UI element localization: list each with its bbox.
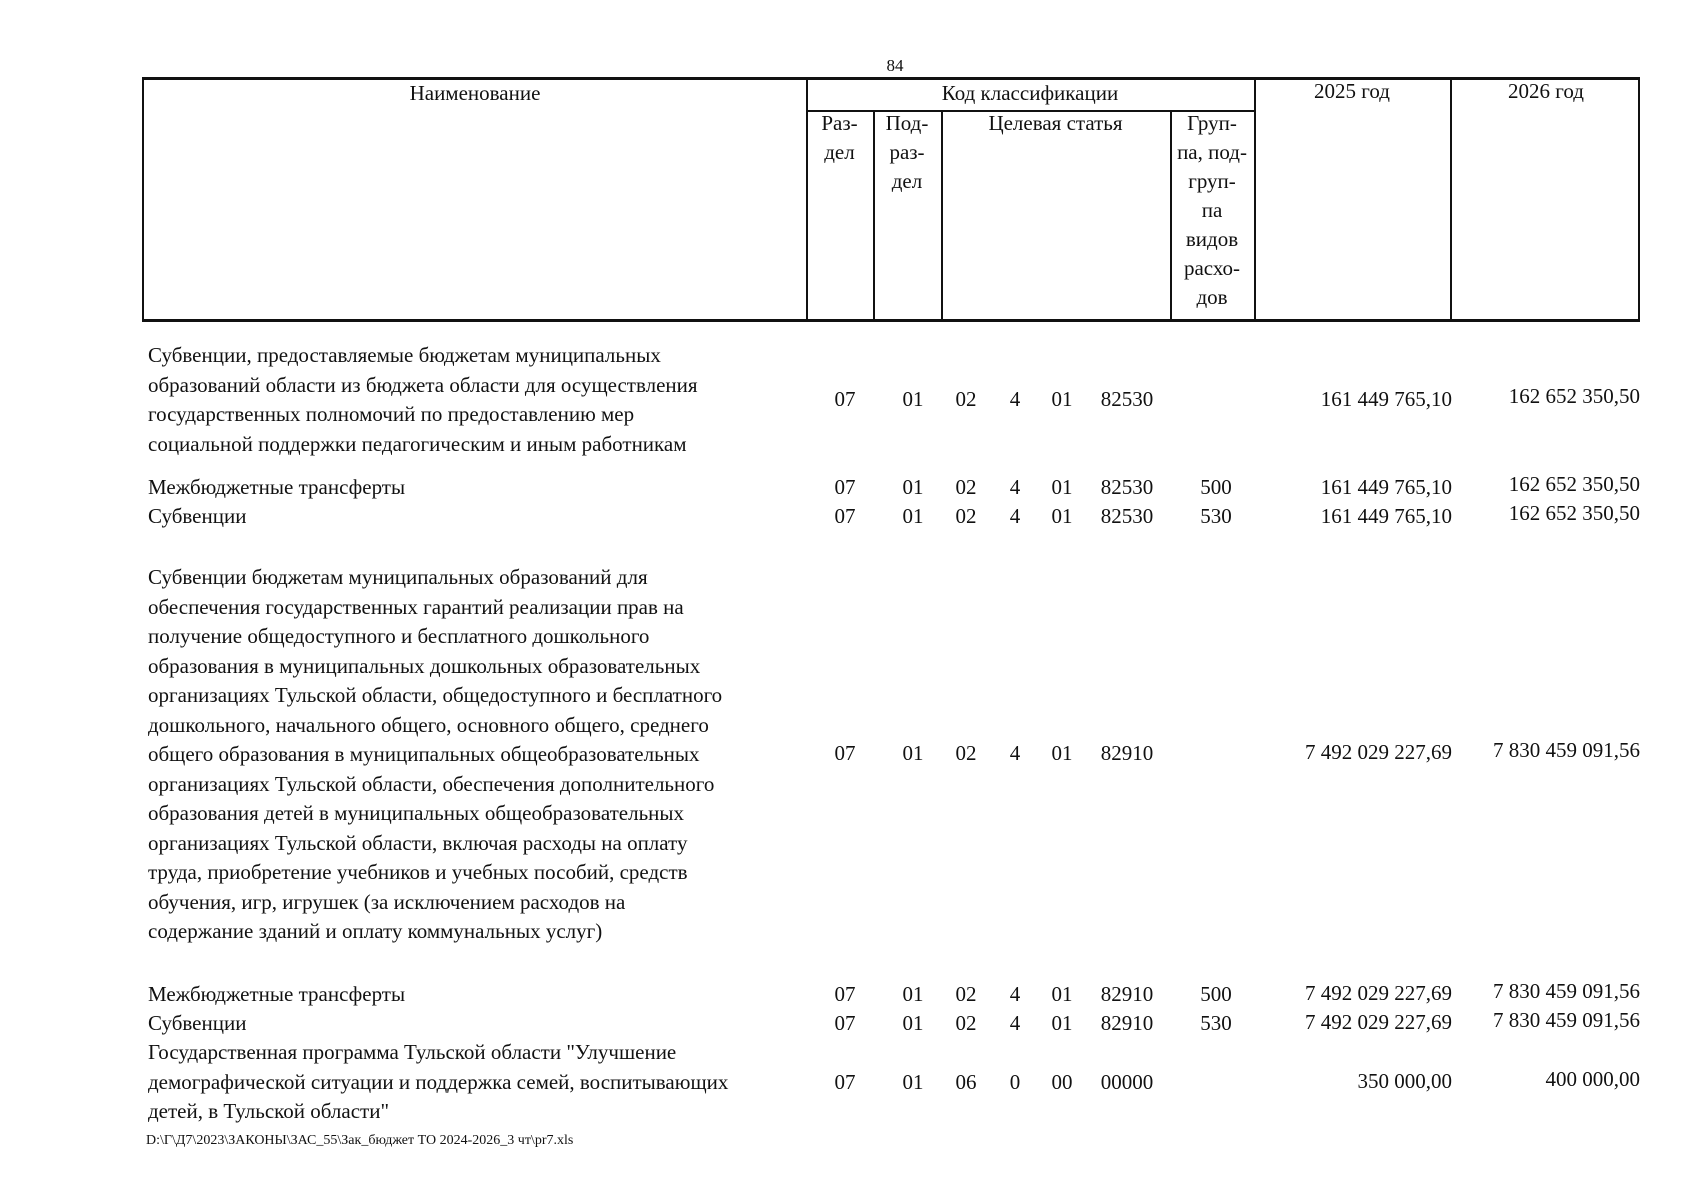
row-target-2: 0 (1009, 1070, 1021, 1094)
row-target-3: 01 (1051, 741, 1073, 765)
row-name: Субвенции, предоставляемые бюджетам муниципальных образований области из бюджета области для осуществления государственных полномочий по предоставлению мер социальной поддержки педагогическим и иным работникам (148, 343, 698, 456)
row-amount-2026: 7 830 459 091,56 (1493, 1008, 1640, 1032)
row-expense-group: 530 (1200, 504, 1232, 528)
row-name: Субвенции (148, 1011, 247, 1035)
file-path-footer: D:\Г\Д7\2023\ЗАКОНЫ\ЗАС_55\Зак_бюджет ТО 2024-2026_3 чт\pr7.xls (146, 1133, 574, 1148)
row-target-4: 82910 (1100, 1011, 1154, 1035)
row-amount-2025: 161 449 765,10 (1320, 387, 1452, 411)
row-target-1: 02 (955, 504, 977, 528)
row-target-1: 02 (955, 475, 977, 499)
row-target-4: 82910 (1100, 741, 1154, 765)
header-target-article: Целевая статья (988, 111, 1123, 135)
row-amount-2025: 161 449 765,10 (1320, 504, 1452, 528)
row-name: Межбюджетные трансферты (148, 982, 406, 1006)
row-amount-2025: 161 449 765,10 (1320, 475, 1452, 499)
row-name: Субвенции бюджетам муниципальных образований для обеспечения государственных гарантий реализации прав на получение общедоступного и бесплатного дошкольного образования в муниципальных дошкольных образовательных организациях Тульской области, общедоступного и бесплатного дошкольного, начального общего, основного общего, среднего общего образования в муниципальных общеобразовательных организациях Тульской области, обеспечения дополнительного образования детей в муниципальных общеобразовательных организациях Тульской области, включая расходы на оплату труда, приобретение учебников и учебных пособий, средств обучения, игр, игрушек (за исключением расходов на содержание зданий и оплату коммунальных услуг) (148, 565, 723, 943)
row-target-3: 00 (1051, 1070, 1073, 1094)
row-section: 07 (834, 1070, 856, 1094)
row-target-3: 01 (1051, 475, 1073, 499)
header-name: Наименование (409, 81, 541, 105)
row-amount-2026: 7 830 459 091,56 (1493, 979, 1640, 1003)
row-target-1: 06 (955, 1070, 977, 1094)
row-target-4: 82910 (1100, 982, 1154, 1006)
row-target-4: 82530 (1100, 504, 1154, 528)
row-target-2: 4 (1009, 504, 1021, 528)
row-name: Государственная программа Тульской области "Улучшение демографической ситуации и поддержка семей, воспитывающих детей, в Тульской области" (148, 1040, 729, 1123)
row-subsection: 01 (902, 504, 924, 528)
row-amount-2025: 7 492 029 227,69 (1305, 1010, 1452, 1034)
row-target-3: 01 (1051, 504, 1073, 528)
row-subsection: 01 (902, 741, 924, 765)
row-amount-2025: 7 492 029 227,69 (1305, 740, 1452, 764)
header-year-2025: 2025 год (1314, 79, 1390, 103)
row-section: 07 (834, 504, 856, 528)
row-amount-2026: 162 652 350,50 (1508, 384, 1640, 408)
row-subsection: 01 (902, 475, 924, 499)
row-section: 07 (834, 475, 856, 499)
row-amount-2026: 400 000,00 (1545, 1067, 1640, 1091)
row-target-1: 02 (955, 982, 977, 1006)
row-amount-2025: 7 492 029 227,69 (1305, 981, 1452, 1005)
row-amount-2025: 350 000,00 (1357, 1069, 1452, 1093)
row-target-2: 4 (1009, 475, 1021, 499)
row-target-1: 02 (955, 387, 977, 411)
header-year-2026: 2026 год (1508, 79, 1584, 103)
row-subsection: 01 (902, 982, 924, 1006)
page-number: 84 (886, 56, 904, 75)
row-name: Межбюджетные трансферты (148, 475, 406, 499)
row-subsection: 01 (902, 1070, 924, 1094)
row-subsection: 01 (902, 387, 924, 411)
row-target-2: 4 (1009, 741, 1021, 765)
header-expense-group: Груп- па, под- груп- па видов расхо- дов (1177, 111, 1247, 309)
header-classification-code: Код классификации (941, 81, 1119, 105)
row-target-3: 01 (1051, 387, 1073, 411)
row-target-4: 82530 (1100, 387, 1154, 411)
row-target-4: 82530 (1100, 475, 1154, 499)
row-section: 07 (834, 982, 856, 1006)
divider (1254, 80, 1256, 319)
row-target-3: 01 (1051, 982, 1073, 1006)
row-target-1: 02 (955, 1011, 977, 1035)
row-target-2: 4 (1009, 387, 1021, 411)
row-target-4: 00000 (1100, 1070, 1154, 1094)
table-header (142, 77, 1640, 322)
row-amount-2026: 7 830 459 091,56 (1493, 738, 1640, 762)
row-subsection: 01 (902, 1011, 924, 1035)
row-section: 07 (834, 1011, 856, 1035)
row-amount-2026: 162 652 350,50 (1508, 472, 1640, 496)
row-target-3: 01 (1051, 1011, 1073, 1035)
divider (941, 111, 943, 319)
divider (1450, 80, 1452, 319)
row-expense-group: 530 (1200, 1011, 1232, 1035)
header-subsection: Под- раз- дел (885, 111, 929, 193)
row-target-2: 4 (1009, 1011, 1021, 1035)
row-target-1: 02 (955, 741, 977, 765)
row-name: Субвенции (148, 504, 247, 528)
row-section: 07 (834, 741, 856, 765)
row-expense-group: 500 (1200, 475, 1232, 499)
row-target-2: 4 (1009, 982, 1021, 1006)
header-section: Раз- дел (821, 111, 858, 164)
row-expense-group: 500 (1200, 982, 1232, 1006)
row-section: 07 (834, 387, 856, 411)
row-amount-2026: 162 652 350,50 (1508, 501, 1640, 525)
